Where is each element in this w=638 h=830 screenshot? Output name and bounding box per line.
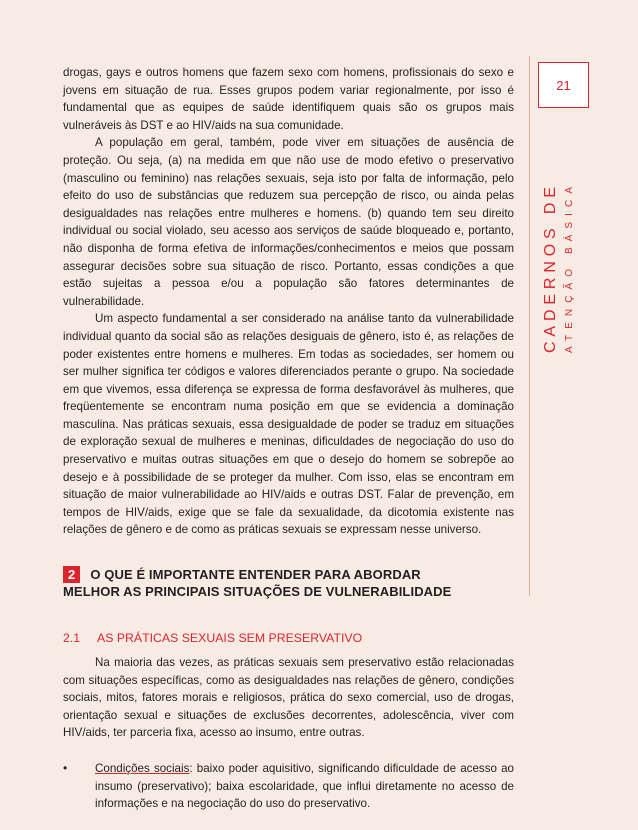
paragraph: drogas, gays e outros homens que fazem sexo com homens, profissionais do sexo e jovens em situação de rua. Esses grupos podem variar regionalmente, por isso é fundamental que as equipes de saúde identifiquem quais são os grupos mais vulneráveis às DST e ao HIV/aids na sua comunidade. xyxy=(63,66,514,132)
bullet-term: Condições sociais xyxy=(95,762,190,775)
series-spine-title xyxy=(528,185,590,355)
paragraph: Na maioria das vezes, as práticas sexuais sem preservativo estão relacionadas com situações específicas, como as desigualdades nas relações de gênero, condições sociais, mitos, fatores morais e religiosos, prática do sexo comercial, uso de drogas, orientação sexual e situações de exclusões decorrentes, adolescência, viver com HIV/aids, ter parceria fixa, acesso ao insumo, entre outras. xyxy=(63,656,514,740)
section-heading xyxy=(63,566,514,600)
bullet-item xyxy=(63,760,514,813)
page-number-box xyxy=(538,62,589,108)
bullet-description: : baixo poder aquisitivo, significando dificuldade de acesso ao insumo (preservativo); baixa escolaridade, que influi diretamente no acesso de informações e na negociação do uso do preservativo. xyxy=(95,762,514,811)
subsection-heading xyxy=(63,630,514,647)
subsection-title: AS PRÁTICAS SEXUAIS SEM PRESERVATIVO xyxy=(97,631,363,646)
main-text-column xyxy=(63,64,514,813)
section-title-line1: O QUE É IMPORTANTE ENTENDER PARA ABORDAR xyxy=(90,567,421,583)
paragraph: A população em geral, também, pode viver em situações de ausência de proteção. Ou seja, (a) na medida em que não use de modo efetivo o preservativo (masculino ou feminino) nas relações sexuais, seja isto por falta de informação, pelo efeito do uso de substâncias que reduzem sua percepção de risco, ou ainda pelas desigualdades nas relações entre mulheres e homens. (b) quando tem seu direito individual ou social violado, seu acesso aos serviços de saúde bloqueado e, portanto, não disponha de forma efetiva de informações/conhecimentos e meios que possam assegurar decisões sobre sua situação de risco. Portanto, essas condições a que estão sujeitas a pessoa e/ou a população são fatores determinantes de vulnerabilidade. xyxy=(63,136,514,308)
series-title-main: CADERNOS DE xyxy=(542,187,559,353)
paragraph: Um aspecto fundamental a ser considerado na análise tanto da vulnerabilidade individual quanto da social são as relações desiguais de gênero, isto é, as relações de poder existentes entre homens e mulheres. Em todas as sociedades, ser homem ou ser mulher significa ter códigos e valores diferenciados perante o grupo. Na sociedade em que vivemos, essa diferença se expressa de forma desfavorável às mulheres, que freqüentemente se encontram numa posição em que se evidencia a dominação masculina. Nas práticas sexuais, essa desigualdade de poder se traduz em situações de exploração sexual de mulheres e meninas, dificuldades de negociação do uso do preservativo e muitas outras situações em que o desejo do homem se sobrepõe ao desejo e à possibilidade de se proteger da mulher. Com isso, elas se encontram em situação de maior vulnerabilidade ao HIV/aids e outras DST. Falar de prevenção, em tempos de HIV/aids, exige que se fale da sexualidade, da dicotomia existente nas relações de gênero e de como as práticas sexuais se expressam nesse universo. xyxy=(63,312,514,537)
subsection-number: 2.1 xyxy=(63,631,81,646)
section-title-line2: MELHOR AS PRINCIPAIS SITUAÇÕES DE VULNERABILIDADE xyxy=(63,584,452,600)
bullet-text xyxy=(95,760,514,813)
page-number: 21 xyxy=(556,77,571,93)
series-title-sub: ATENÇÃO BÁSICA xyxy=(564,187,575,353)
bullet-icon: • xyxy=(63,761,68,775)
section-number-badge: 2 xyxy=(63,566,80,583)
